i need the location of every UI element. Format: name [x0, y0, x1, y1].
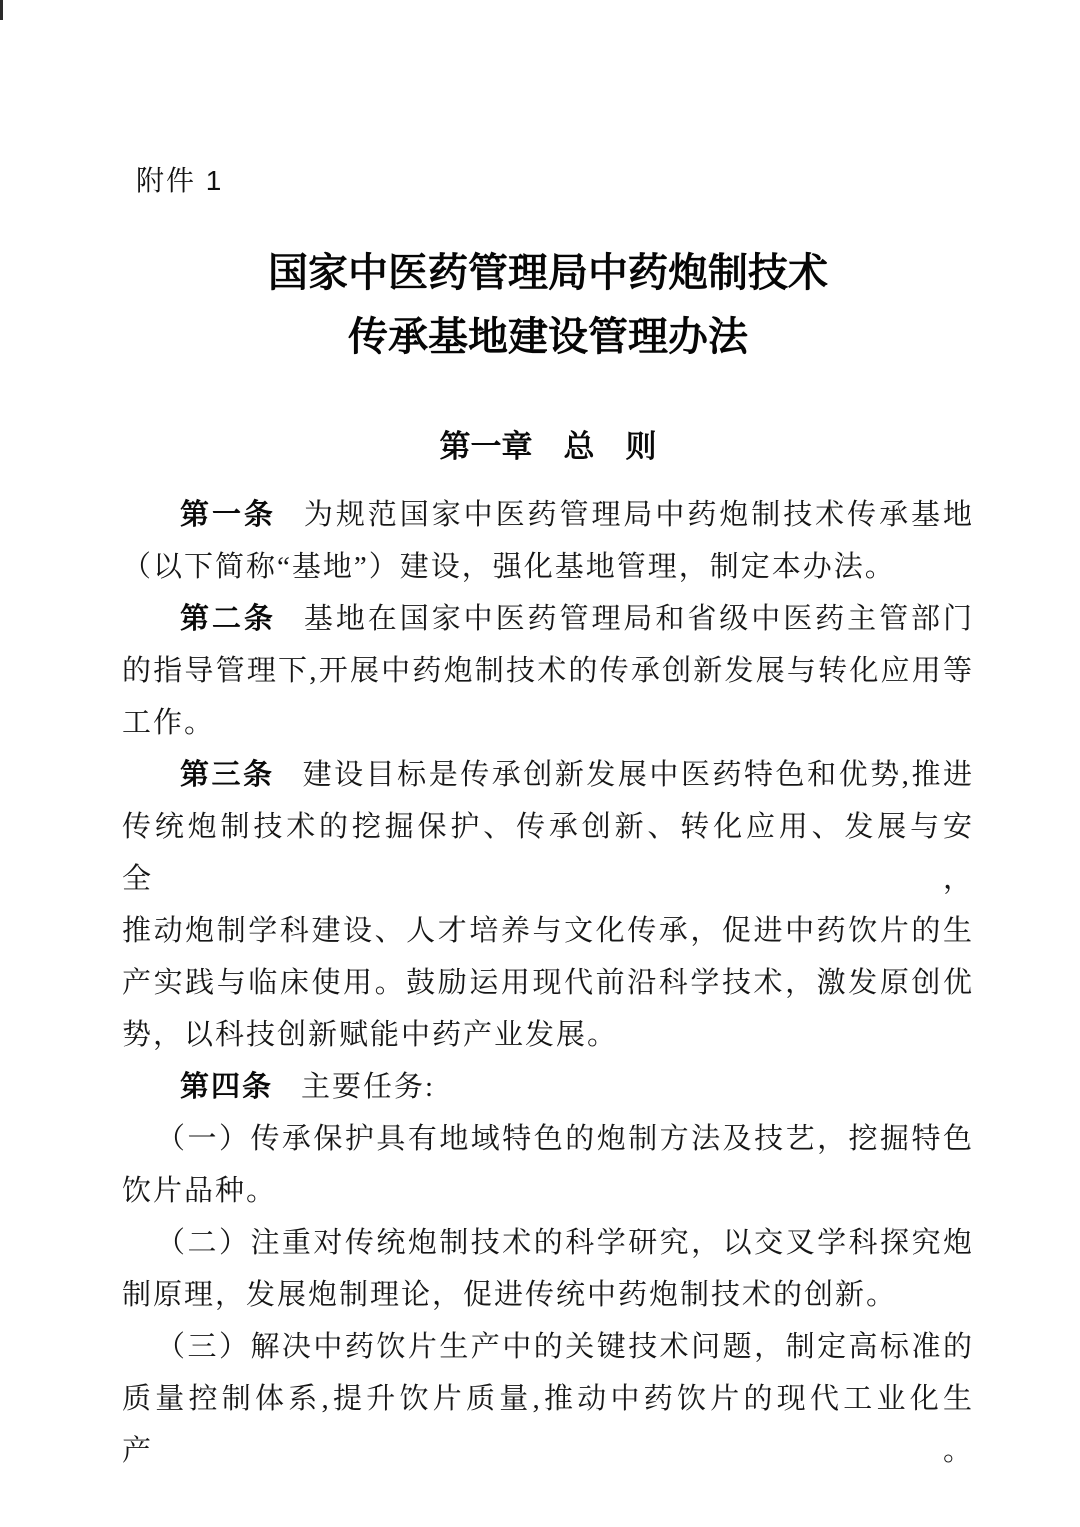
text-line: 第二条 基地在国家中医药管理局和省级中医药主管部门: [180, 603, 974, 635]
text-line: （二）注重对传统炮制技术的科学研究，以交叉学科探究炮: [156, 1227, 974, 1259]
text-line: （三）解决中药饮片生产中的关键技术问题，制定高标准的: [156, 1331, 974, 1363]
document-title-line-2: 传承基地建设管理办法: [348, 314, 748, 359]
article-number-label: 第二条: [180, 603, 276, 635]
text-line: （一）传承保护具有地域特色的炮制方法及技艺，挖掘特色: [156, 1123, 974, 1155]
chapter-heading: 第一章 总 则: [439, 429, 657, 464]
article-number-label: 第一条: [180, 499, 276, 531]
attachment-label: 附件 1: [136, 165, 224, 196]
body-paragraphs: [122, 489, 974, 1477]
article-paragraph-5: [122, 1113, 974, 1217]
scan-artifact: [0, 0, 3, 20]
text-line: （以下简称“基地”）建设，强化基地管理，制定本办法。: [122, 551, 896, 583]
document-title-line-1: 国家中医药管理局中药炮制技术: [268, 250, 828, 295]
text-line: 推动炮制学科建设、人才培养与文化传承，促进中药饮片的生: [122, 915, 974, 947]
article-paragraph-6: [122, 1217, 974, 1321]
text-line: 第四条 主要任务:: [180, 1071, 436, 1103]
article-number-label: 第三条: [180, 759, 275, 791]
text-line: 第三条 建设目标是传承创新发展中医药特色和优势,推进: [180, 759, 974, 791]
article-paragraph-1: [122, 489, 974, 593]
text-line: 的指导管理下,开展中药炮制技术的传承创新发展与转化应用等: [122, 655, 974, 687]
text-line: 饮片品种。: [122, 1175, 278, 1207]
text-line: 势，以科技创新赋能中药产业发展。: [122, 1019, 619, 1051]
text-line: 制原理，发展炮制理论，促进传统中药炮制技术的创新。: [122, 1279, 898, 1311]
text-line: 第一条 为规范国家中医药管理局中药炮制技术传承基地: [180, 499, 974, 531]
article-paragraph-3: [122, 749, 974, 1061]
article-paragraph-7: [122, 1321, 974, 1477]
article-number-label: 第四条: [180, 1071, 274, 1103]
text-line: 产实践与临床使用。鼓励运用现代前沿科学技术，激发原创优: [122, 967, 974, 999]
text-line: 工作。: [122, 707, 216, 739]
article-paragraph-2: [122, 593, 974, 749]
text-line: 传统炮制技术的挖掘保护、传承创新、转化应用、发展与安全，: [122, 811, 974, 895]
document-title: [122, 241, 974, 369]
article-paragraph-4: [122, 1061, 974, 1113]
text-line: 质量控制体系,提升饮片质量,推动中药饮片的现代工业化生产。: [122, 1383, 974, 1467]
